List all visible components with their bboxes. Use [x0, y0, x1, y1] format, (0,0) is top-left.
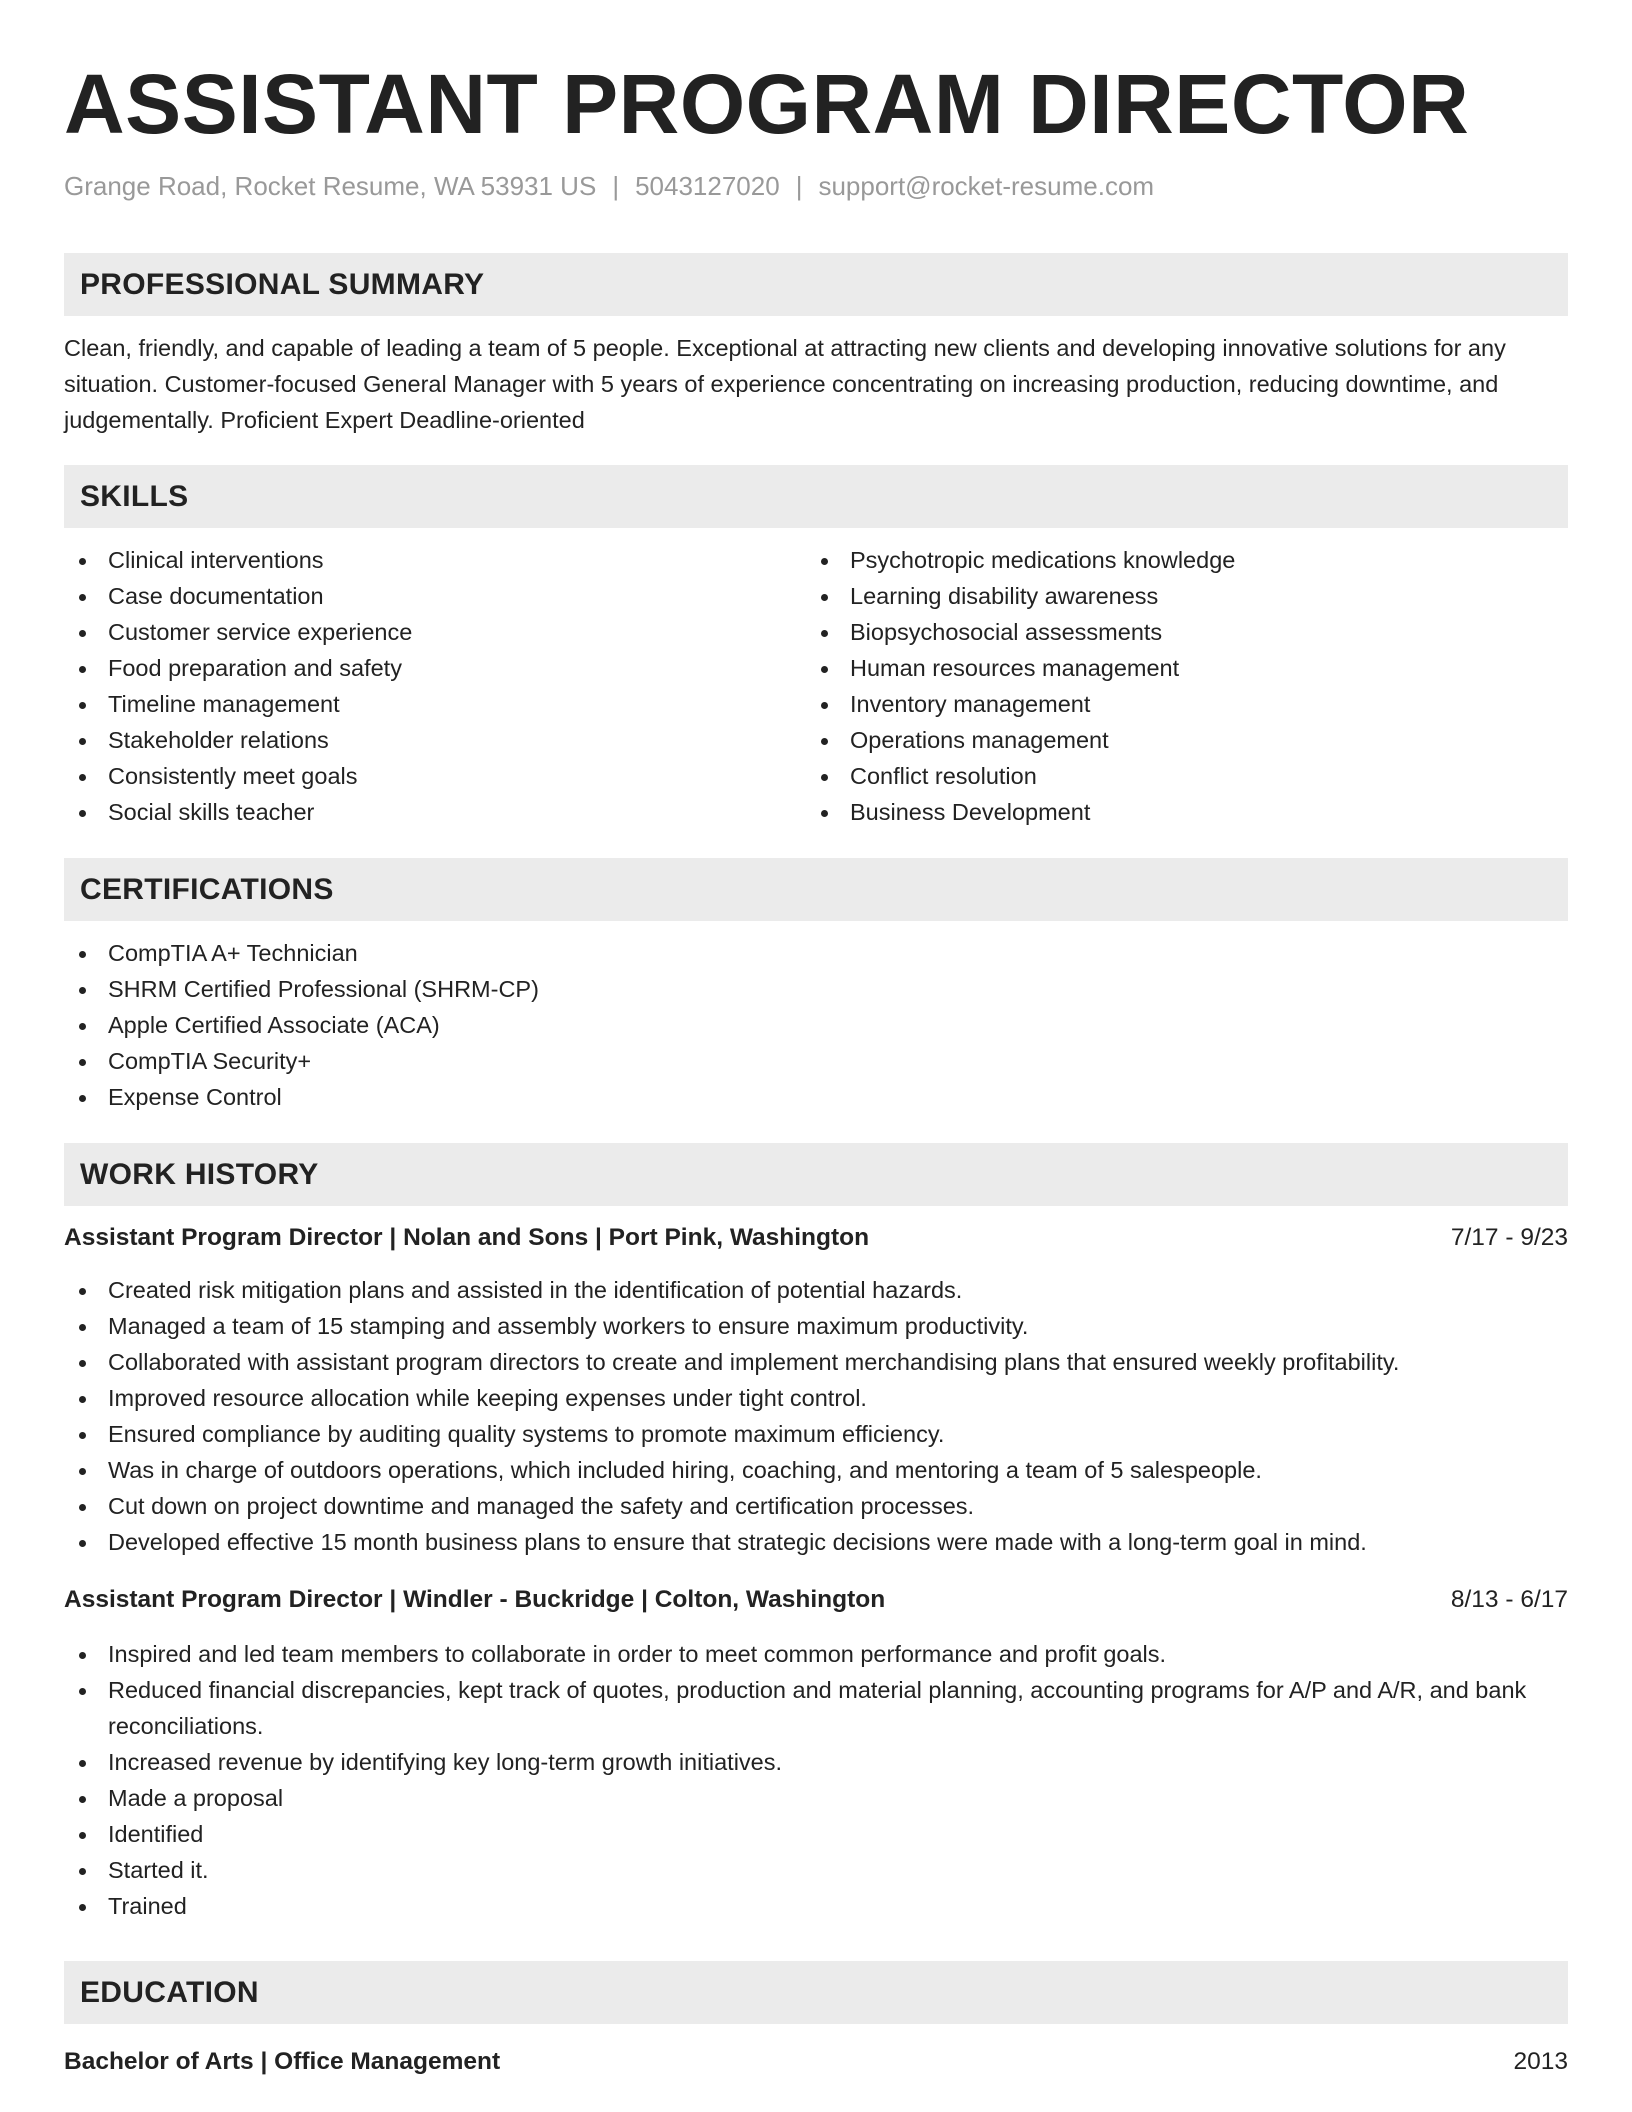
job-title: Assistant Program Director | Windler - Buckridge | Colton, Washington — [64, 1586, 886, 1613]
bullet-icon — [79, 1468, 86, 1475]
bullet-icon — [79, 1796, 86, 1803]
section-header-summary: PROFESSIONAL SUMMARY — [64, 253, 1568, 316]
skill-item: Customer service experience — [64, 614, 806, 650]
certification-item: Apple Certified Associate (ACA) — [64, 1007, 1568, 1043]
job-header — [64, 1220, 1568, 1256]
bullet-icon — [79, 1868, 86, 1875]
skills-list — [64, 542, 1568, 830]
bullet-icon — [821, 774, 828, 781]
section-header-certifications: CERTIFICATIONS — [64, 858, 1568, 921]
bullet-icon — [79, 1652, 86, 1659]
bullet-icon — [79, 558, 86, 565]
skill-item: Case documentation — [64, 578, 806, 614]
bullet-icon — [821, 810, 828, 817]
bullet-icon — [79, 1760, 86, 1767]
bullet-icon — [79, 951, 86, 958]
job-bullet: Was in charge of outdoors operations, which included hiring, coaching, and mentoring a team of 5 salespeople. — [64, 1452, 1568, 1488]
skill-item: Business Development — [806, 794, 1548, 830]
bullet-icon — [79, 1324, 86, 1331]
job-bullet: Cut down on project downtime and managed the safety and certification processes. — [64, 1488, 1568, 1524]
skills-column-right — [806, 542, 1548, 830]
job-bullet: Collaborated with assistant program directors to create and implement merchandising plans that ensured weekly profitability. — [64, 1344, 1568, 1380]
skill-item: Food preparation and safety — [64, 650, 806, 686]
skill-item: Operations management — [806, 722, 1548, 758]
job-entry — [64, 1582, 1568, 1924]
skill-item: Learning disability awareness — [806, 578, 1548, 614]
education-entry — [64, 2044, 1568, 2080]
contact-separator: | — [612, 171, 620, 201]
job-bullet: Ensured compliance by auditing quality systems to promote maximum efficiency. — [64, 1416, 1568, 1452]
job-bullet: Made a proposal — [64, 1780, 1568, 1816]
bullet-icon — [79, 1504, 86, 1511]
bullet-icon — [821, 738, 828, 745]
bullet-icon — [79, 774, 86, 781]
job-bullet: Managed a team of 15 stamping and assembly workers to ensure maximum productivity. — [64, 1308, 1568, 1344]
skill-item: Inventory management — [806, 686, 1548, 722]
job-title: Assistant Program Director | Nolan and Sons | Port Pink, Washington — [64, 1224, 870, 1251]
education-year: 2013 — [1513, 2048, 1568, 2075]
skill-item: Stakeholder relations — [64, 722, 806, 758]
job-bullet: Identified — [64, 1816, 1568, 1852]
bullet-icon — [79, 1288, 86, 1295]
certification-item: Expense Control — [64, 1079, 1568, 1115]
bullet-icon — [79, 1095, 86, 1102]
bullet-icon — [821, 702, 828, 709]
skill-item: Psychotropic medications knowledge — [806, 542, 1548, 578]
bullet-icon — [79, 630, 86, 637]
certifications-list — [64, 935, 1568, 1115]
job-bullet: Started it. — [64, 1852, 1568, 1888]
job-header — [64, 1582, 1568, 1618]
bullet-icon — [821, 558, 828, 565]
certification-item: CompTIA A+ Technician — [64, 935, 1568, 971]
bullet-icon — [79, 594, 86, 601]
job-bullet: Created risk mitigation plans and assisted in the identification of potential hazards. — [64, 1272, 1568, 1308]
job-dates: 7/17 - 9/23 — [1450, 1224, 1568, 1251]
bullet-icon — [79, 666, 86, 673]
bullet-icon — [79, 1059, 86, 1066]
skill-item: Timeline management — [64, 686, 806, 722]
bullet-icon — [821, 666, 828, 673]
job-dates: 8/13 - 6/17 — [1450, 1586, 1568, 1613]
bullet-icon — [79, 810, 86, 817]
resume-page — [64, 0, 1568, 2080]
contact-separator: | — [795, 171, 803, 201]
bullet-icon — [79, 1540, 86, 1547]
skill-item: Clinical interventions — [64, 542, 806, 578]
job-bullet: Inspired and led team members to collaborate in order to meet common performance and profit goals. — [64, 1636, 1568, 1672]
job-bullets — [64, 1636, 1568, 1924]
job-bullet: Developed effective 15 month business plans to ensure that strategic decisions were made with a long-term goal in mind. — [64, 1524, 1568, 1560]
skill-item: Social skills teacher — [64, 794, 806, 830]
bullet-icon — [79, 1360, 86, 1367]
resume-name: ASSISTANT PROGRAM DIRECTOR — [64, 57, 1470, 151]
bullet-icon — [79, 1432, 86, 1439]
job-bullets — [64, 1272, 1568, 1560]
skill-item: Biopsychosocial assessments — [806, 614, 1548, 650]
certification-item: SHRM Certified Professional (SHRM-CP) — [64, 971, 1568, 1007]
certification-item: CompTIA Security+ — [64, 1043, 1568, 1079]
job-entry — [64, 1220, 1568, 1560]
bullet-icon — [79, 1904, 86, 1911]
contact-phone: 5043127020 — [635, 171, 780, 201]
bullet-icon — [79, 1688, 86, 1695]
job-bullet: Increased revenue by identifying key long-term growth initiatives. — [64, 1744, 1568, 1780]
bullet-icon — [79, 702, 86, 709]
section-header-work-history: WORK HISTORY — [64, 1143, 1568, 1206]
bullet-icon — [821, 630, 828, 637]
education-degree: Bachelor of Arts | Office Management — [64, 2048, 501, 2075]
bullet-icon — [79, 738, 86, 745]
skills-column-left — [64, 542, 806, 830]
skill-item: Conflict resolution — [806, 758, 1548, 794]
bullet-icon — [79, 1832, 86, 1839]
bullet-icon — [79, 987, 86, 994]
summary-text: Clean, friendly, and capable of leading a team of 5 people. Exceptional at attracting new clients and developing innovative solutions for any situation. Customer-focused General Manager with 5 years of experience concentrating on increasing production, reducing downtime, and judgementally. Proficient Expert Deadline-oriented — [64, 335, 1506, 433]
section-header-skills: SKILLS — [64, 465, 1568, 528]
job-bullet: Reduced financial discrepancies, kept track of quotes, production and material planning, accounting programs for A/P and A/R, and bank reconciliations. — [64, 1672, 1568, 1744]
contact-email: support@rocket-resume.com — [818, 171, 1155, 201]
contact-address: Grange Road, Rocket Resume, WA 53931 US — [64, 171, 597, 201]
job-bullet: Trained — [64, 1888, 1568, 1924]
bullet-icon — [79, 1396, 86, 1403]
section-header-education: EDUCATION — [64, 1961, 1568, 2024]
job-bullet: Improved resource allocation while keeping expenses under tight control. — [64, 1380, 1568, 1416]
skill-item: Consistently meet goals — [64, 758, 806, 794]
bullet-icon — [79, 1023, 86, 1030]
skill-item: Human resources management — [806, 650, 1548, 686]
bullet-icon — [821, 594, 828, 601]
contact-line — [64, 170, 1568, 202]
